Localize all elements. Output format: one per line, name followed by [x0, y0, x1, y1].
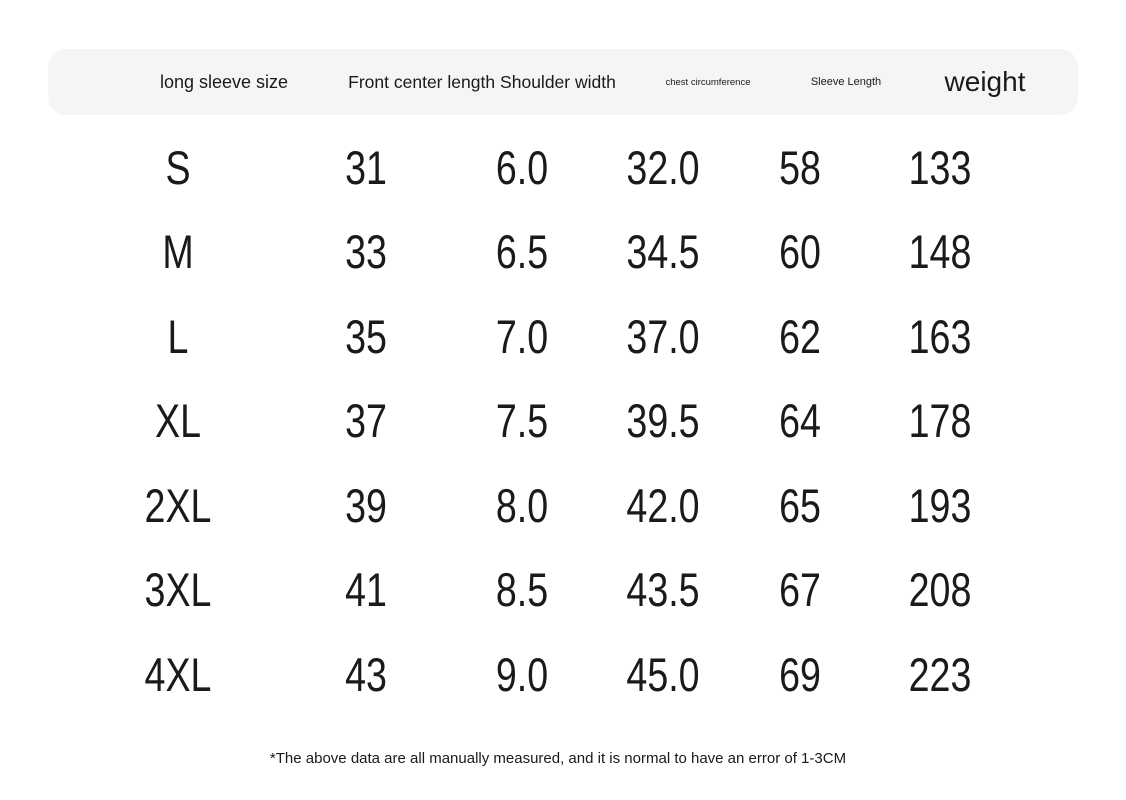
column-header-chest-circumference: chest circumference [665, 76, 751, 88]
cell-shoulder-width: 7.0 [495, 310, 549, 363]
cell-front-center-length: 43 [345, 648, 387, 701]
cell-weight: 178 [908, 394, 972, 447]
cell-size: M [162, 225, 194, 278]
cell-chest-circumference: 45.0 [626, 648, 700, 701]
table-row [0, 125, 1126, 210]
cell-weight: 208 [908, 563, 972, 616]
cell-chest-circumference: 34.5 [626, 225, 700, 278]
column-header-length-and-shoulder [348, 49, 616, 115]
table-row [0, 463, 1126, 548]
cell-size: S [165, 141, 191, 194]
cell-weight: 223 [908, 648, 972, 701]
column-header-size: long sleeve size [159, 71, 289, 92]
cell-sleeve-length: 60 [779, 225, 821, 278]
table-row [0, 547, 1126, 632]
cell-weight: 193 [908, 479, 972, 532]
cell-chest-circumference: 39.5 [626, 394, 700, 447]
table-row [0, 378, 1126, 463]
cell-shoulder-width: 8.5 [495, 563, 549, 616]
cell-front-center-length: 31 [345, 141, 387, 194]
cell-size: 3XL [144, 563, 212, 616]
cell-sleeve-length: 65 [779, 479, 821, 532]
cell-weight: 148 [908, 225, 972, 278]
cell-chest-circumference: 32.0 [626, 141, 700, 194]
cell-sleeve-length: 69 [779, 648, 821, 701]
cell-front-center-length: 39 [345, 479, 387, 532]
table-row [0, 632, 1126, 717]
column-header-front-center-length: Front center length [348, 71, 496, 92]
cell-sleeve-length: 58 [779, 141, 821, 194]
cell-shoulder-width: 7.5 [495, 394, 549, 447]
cell-shoulder-width: 6.5 [495, 225, 549, 278]
cell-chest-circumference: 42.0 [626, 479, 700, 532]
measurement-disclaimer: *The above data are all manually measured, and it is normal to have an error of 1-3CM [269, 750, 847, 767]
column-header-weight: weight [944, 66, 1026, 97]
cell-sleeve-length: 64 [779, 394, 821, 447]
cell-front-center-length: 37 [345, 394, 387, 447]
size-chart-header-bar [48, 49, 1078, 115]
cell-sleeve-length: 62 [779, 310, 821, 363]
column-header-shoulder-width: Shoulder width [500, 71, 616, 92]
cell-sleeve-length: 67 [779, 563, 821, 616]
cell-size: 2XL [144, 479, 212, 532]
cell-shoulder-width: 6.0 [495, 141, 549, 194]
cell-shoulder-width: 8.0 [495, 479, 549, 532]
cell-weight: 163 [908, 310, 972, 363]
cell-front-center-length: 41 [345, 563, 387, 616]
cell-size: 4XL [144, 648, 212, 701]
cell-size: L [167, 310, 189, 363]
cell-front-center-length: 35 [345, 310, 387, 363]
cell-chest-circumference: 43.5 [626, 563, 700, 616]
column-header-sleeve-length: Sleeve Length [810, 76, 882, 88]
cell-size: XL [155, 394, 201, 447]
cell-front-center-length: 33 [345, 225, 387, 278]
cell-weight: 133 [908, 141, 972, 194]
table-row [0, 294, 1126, 379]
table-row [0, 209, 1126, 294]
cell-chest-circumference: 37.0 [626, 310, 700, 363]
cell-shoulder-width: 9.0 [495, 648, 549, 701]
